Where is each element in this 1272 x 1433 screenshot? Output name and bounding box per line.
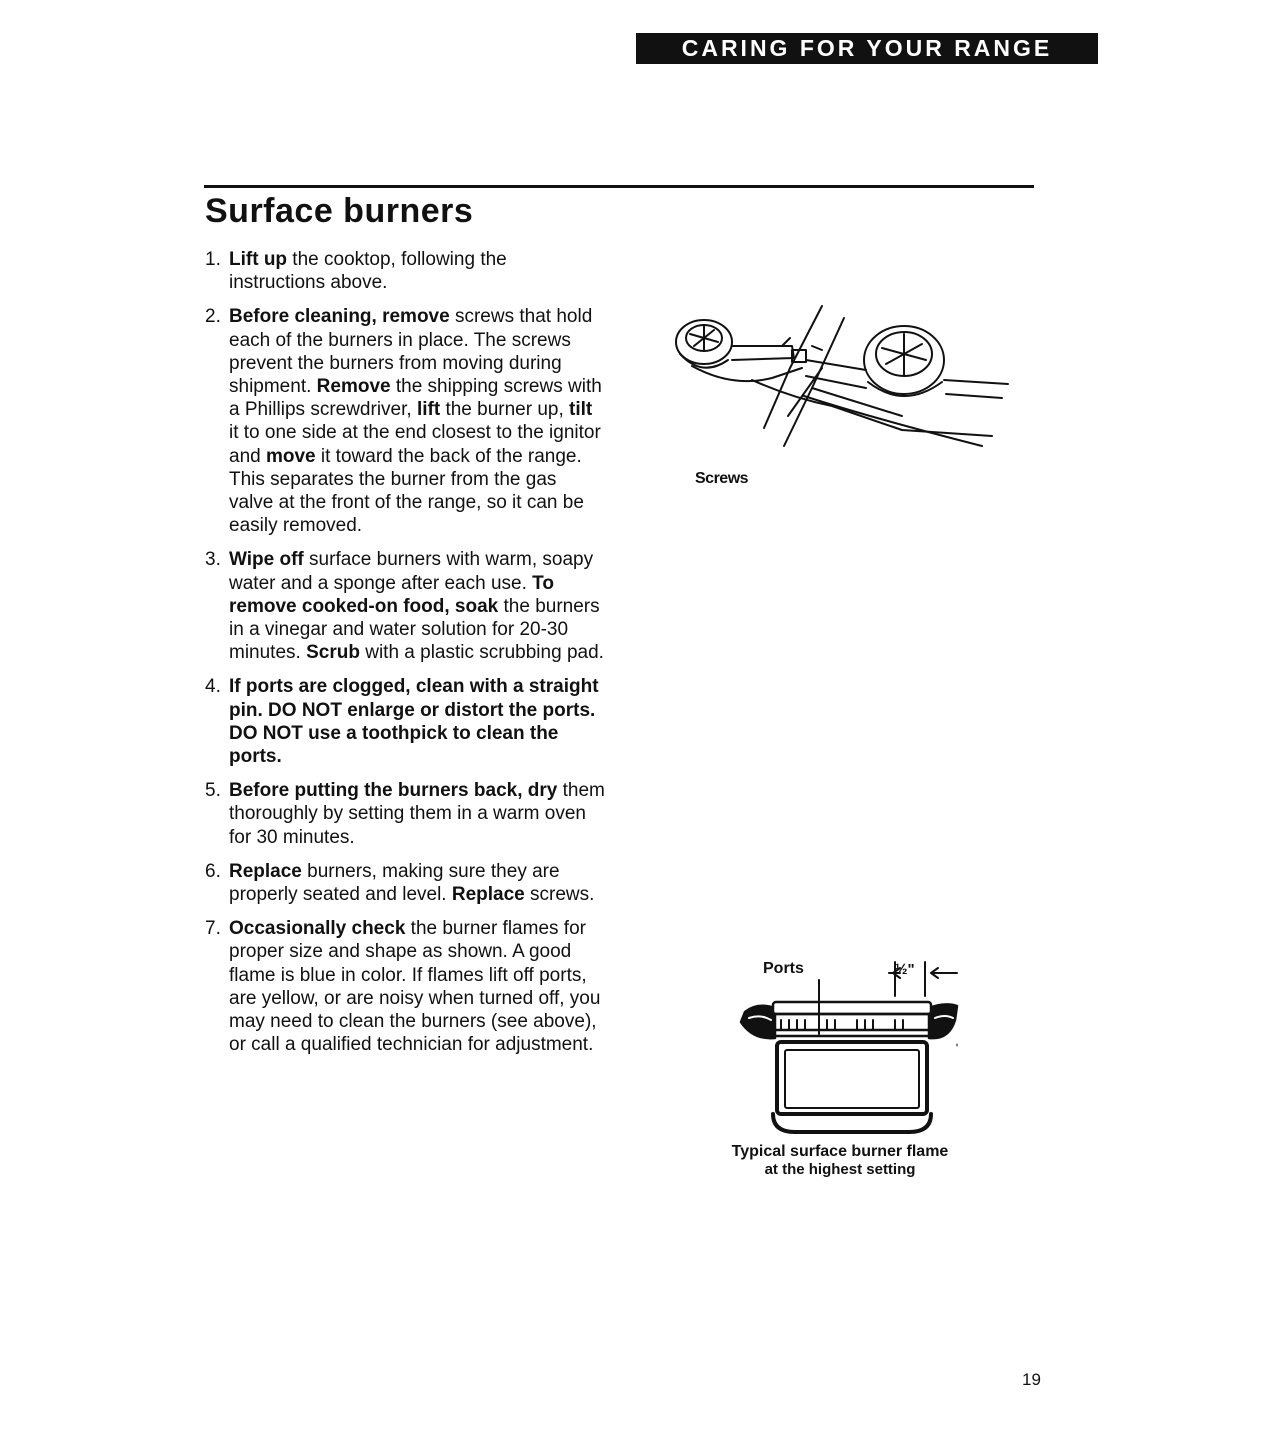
step-emphasis: Lift up (229, 249, 288, 270)
step-4 (205, 675, 605, 768)
step-emphasis: Before cleaning, remove (229, 306, 450, 328)
caption-line-1: Typical surface burner flame (731, 1143, 949, 1160)
burner-screws-illustration (672, 298, 1017, 466)
step-emphasis: move (265, 445, 316, 467)
step-text: screws. (524, 884, 595, 906)
title-rule (204, 185, 1034, 188)
step-3 (205, 548, 605, 664)
ports-label: Ports (763, 960, 804, 977)
step-2 (205, 305, 605, 537)
step-text: surface burners with warm, soapy water and a sponge after each use. (229, 549, 594, 594)
step-text: screws that hold each of the burners in place. The screws prevent the burners from moving during shipment. (229, 306, 593, 398)
step-text: it to one side at the end closest to the ignitor and (229, 422, 601, 467)
step-emphasis: If ports are clogged, clean with a straight pin. DO NOT enlarge or distort the ports. DO NOT use a toothpick to clean the ports. (229, 676, 599, 768)
step-number: 1. (205, 249, 221, 270)
step-emphasis: tilt (569, 399, 593, 421)
page-number: 19 (1022, 1370, 1041, 1389)
page-title: Surface burners (205, 192, 474, 230)
step-emphasis: Replace (229, 860, 302, 882)
flame-figure-caption (700, 1143, 980, 1179)
section-header-tab (636, 33, 1098, 64)
step-emphasis: Before putting the burners back, dry (229, 780, 558, 802)
step-number: 4. (205, 676, 221, 698)
step-text: the burners in a vinegar and water solution for 20-30 minutes. (229, 595, 600, 664)
step-number: 7. (205, 918, 221, 940)
flame-height-label: ½" (895, 961, 915, 978)
step-number: 2. (205, 306, 221, 328)
step-emphasis: Replace (451, 884, 525, 906)
step-text: the cooktop, following the instructions above. (229, 249, 507, 294)
step-text: burners, making sure they are properly seated and level. (229, 860, 560, 906)
step-text: the burner up, (440, 399, 570, 421)
step-7 (205, 917, 605, 1056)
step-number: 5. (205, 780, 221, 802)
step-text: them thoroughly by setting them in a warm oven for 30 minutes. (229, 780, 605, 848)
step-emphasis: To remove cooked-on food, soak (229, 572, 554, 617)
step-emphasis: Scrub (306, 642, 360, 664)
screws-label: Screws (695, 470, 749, 487)
step-emphasis: Wipe off (229, 549, 304, 571)
instruction-list (205, 248, 605, 1068)
step-5 (205, 779, 605, 849)
step-text: the burner flames for proper size and shape as shown. A good flame is blue in color. If flames lift off ports, are yellow, or are noisy when turned off, you may need to clean the burners (see above), or call a qualified technician for adjustment. (229, 918, 601, 1056)
step-number: 3. (205, 549, 221, 571)
step-text: it toward the back of the range. This separates the burner from the gas valve at the front of the range, so it can be easily removed. (229, 445, 584, 537)
step-number: 6. (205, 860, 221, 882)
step-6 (205, 860, 605, 906)
step-emphasis: lift (416, 399, 441, 421)
step-text: with a plastic scrubbing pad. (359, 642, 604, 664)
burner-flame-illustration (735, 956, 967, 1141)
step-1 (205, 248, 605, 294)
step-emphasis: Occasionally check (229, 918, 406, 940)
section-header-label: CARING FOR YOUR RANGE (681, 35, 1053, 61)
step-text: the shipping screws with a Phillips screwdriver, (229, 376, 602, 421)
caption-line-2: at the highest setting (764, 1161, 916, 1178)
step-emphasis: Remove (316, 376, 391, 398)
